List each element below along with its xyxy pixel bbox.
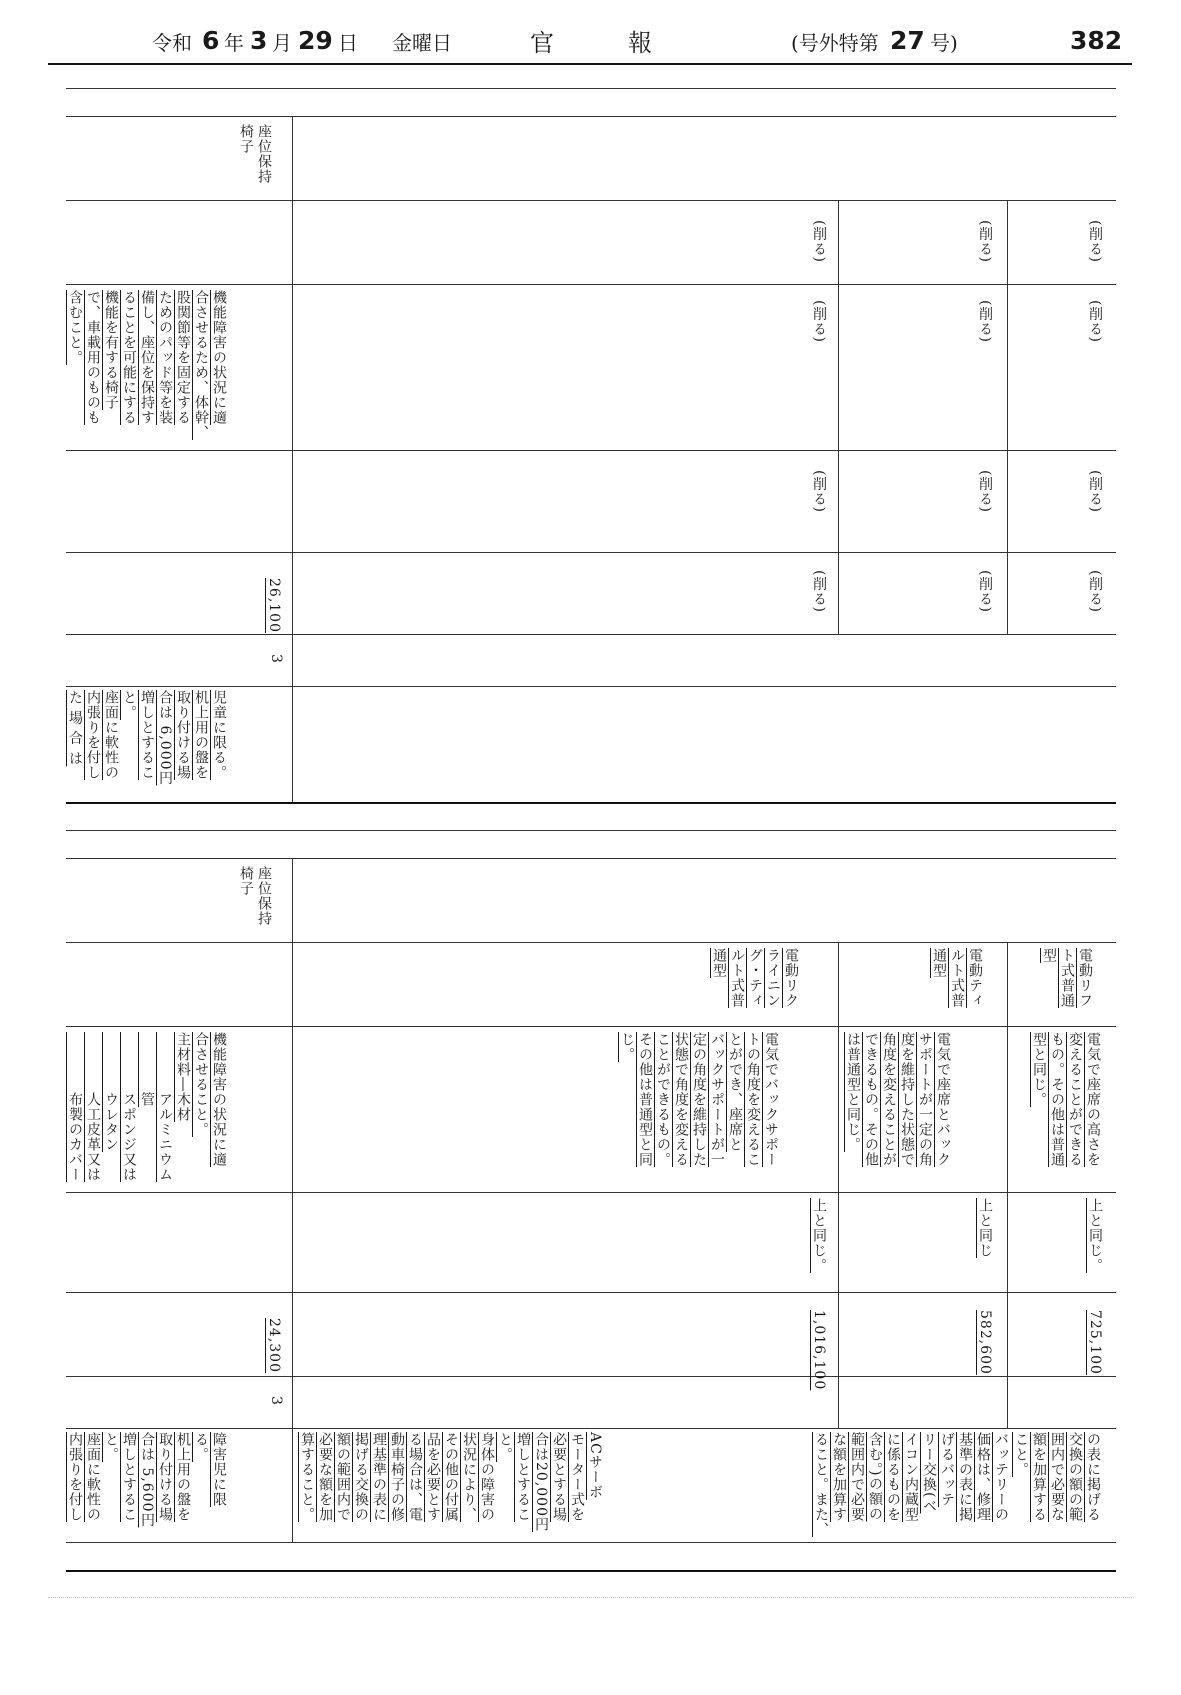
upper-notes: 児童に限る。 机上用の盤を 取り付ける場 合は 6,000円 増しとするこ と。 座面に軟性の 内張りを付し た 場 合 は (67, 690, 227, 786)
deleted-r1-c1: (削る) (1087, 220, 1103, 263)
lower-col-divider-1 (838, 942, 839, 1428)
deleted-r3-c3: (削る) (811, 470, 827, 513)
lower-rule-8 (66, 1428, 1116, 1429)
header-rule (48, 63, 1132, 65)
lower-rule-10 (66, 1570, 1116, 1572)
lower-rule-5 (66, 1192, 1116, 1193)
upper-col-divider-1 (838, 200, 839, 634)
lower-function-text: 機能障害の状況に適 合させること。 主材料―木材 アルミニウム 管 スポンジ又は ウレタン 人工皮革又は 布製のカバー (67, 1032, 227, 1182)
gazette-title-right: 報 (628, 29, 652, 57)
upper-col-divider-2 (1007, 200, 1008, 634)
deleted-r3-c4: (削る) (811, 570, 827, 613)
date-day: 29 (298, 26, 333, 55)
upper-price: 26,100 (266, 578, 282, 633)
lower-row2-desc: 電気で座席とバック サポートが一定の角 度を維持した状態で 角度を変えることが できるもの。その他 は普通型と同じ。 (845, 1032, 951, 1167)
upper-rule-3 (66, 200, 1116, 201)
weekday: 金曜日 (392, 31, 452, 55)
lower-col-divider-2 (1007, 942, 1008, 1428)
lower-notes: 障害児に限 る。 机上用の盤を 取り付ける場 合は 5,600円 増しとするこ と。 座面に軟性の 内張りを付し (67, 1432, 227, 1528)
lower-rule-2 (66, 858, 1116, 859)
lower-rule-4 (66, 1026, 1116, 1027)
deleted-r3-c2: (削る) (811, 300, 827, 343)
lower-row1-desc: 電気で座席の高さを 変えることができる もの。その他は普通 型と同じ。 (1031, 1032, 1101, 1167)
date-month-unit: 月 (272, 31, 292, 55)
lower-row2-price: 582,600 (977, 1310, 993, 1375)
lower-row3-price: 1,016,100 (811, 1310, 827, 1391)
lower-rule-3 (66, 942, 1116, 943)
upper-rule-6 (66, 552, 1116, 553)
lower-row2-notes: バッテリーの 価格は、修理 基準の表に掲 げるバッテ リー交換(ベ イコン内蔵型 に係るものを 含む。)の額の 範囲内で必要 な額を加算す ること。また、 (813, 1432, 1009, 1537)
upper-divider (292, 116, 293, 802)
lower-item-name: 座位保持 椅子 (238, 866, 272, 926)
upper-years: 3 (268, 654, 284, 664)
lower-row1-same: 上と同じ。 (1087, 1198, 1103, 1273)
lower-row3-desc: 電気でバックサポー トの角度を変えるこ とができ、座席と バックサポートが一 定の角度を維持した 状態で角度を変える ことができるもの。 その他は普通型と同 じ。 (619, 1032, 779, 1167)
upper-rule-9 (66, 802, 1116, 804)
issue-number: 27 (890, 26, 925, 55)
lower-rule-9 (66, 1542, 1116, 1543)
lower-rule-1 (66, 830, 1116, 831)
date-year: 6 (202, 26, 220, 55)
lower-row2-name: 電動ティ ルト式普 通型 (931, 948, 983, 1008)
deleted-r1-c4: (削る) (1087, 570, 1103, 613)
lower-price: 24,300 (266, 1318, 282, 1373)
deleted-r3-c1: (削る) (811, 220, 827, 263)
deleted-r1-c3: (削る) (1087, 470, 1103, 513)
issue-suffix: 号) (930, 31, 958, 55)
lower-row1-price: 725,100 (1087, 1310, 1103, 1375)
upper-rule-8 (66, 686, 1116, 687)
upper-item-name: 座位保持 椅子 (238, 124, 272, 184)
lower-row3-notes: ACサーボ モーター式を 必要とする場 合は20,000円 増しとするこ と。 身体の障害の 状況により、 その他の付属 品を必要とす る場合は、電 動車椅子の修 理基準の表に 掲げる交換の 額の範囲内で 必要な額を加 算すること。 (299, 1432, 603, 1532)
lower-row3-name: 電動リク ライニン グ・ティ ルト式普 通型 (711, 948, 799, 1008)
deleted-r2-c4: (削る) (977, 570, 993, 613)
deleted-r2-c2: (削る) (977, 300, 993, 343)
upper-rule-1 (66, 88, 1116, 89)
footer-rule (48, 1597, 1132, 1598)
upper-function-text: 機能障害の状況に適 合させるため、体幹、 股関節等を固定する ためのパッド等を装 備し、座位を保持す ることを可能にする 機能を有する椅子 で、車載用のものも 含むこと。 (67, 290, 227, 440)
page-number: 382 (1070, 26, 1123, 55)
lower-years: 3 (268, 1396, 284, 1406)
date-day-unit: 日 (338, 31, 358, 55)
lower-row1-notes: の表に掲げる 交換の額の範 囲内で必要な 額を加算する こと。 (1013, 1432, 1101, 1522)
date-era: 令和 (152, 31, 192, 55)
upper-rule-7 (66, 634, 1116, 635)
lower-row1-name: 電動リフ ト式普通 型 (1041, 948, 1093, 1008)
lower-row2-same: 上と同じ (977, 1198, 993, 1258)
upper-rule-4 (66, 284, 1116, 285)
deleted-r1-c2: (削る) (1087, 300, 1103, 343)
lower-rule-6 (66, 1292, 1116, 1293)
deleted-r2-c3: (削る) (977, 470, 993, 513)
upper-rule-2 (66, 116, 1116, 117)
gazette-title-left: 官 (530, 29, 554, 57)
deleted-r2-c1: (削る) (977, 220, 993, 263)
lower-rule-7 (66, 1376, 1116, 1377)
issue-prefix: (号外特第 (791, 31, 879, 55)
page-header (48, 28, 1132, 62)
date-month: 3 (250, 26, 268, 55)
lower-divider (292, 858, 293, 1542)
lower-row3-same: 上と同じ。 (811, 1198, 827, 1273)
date-year-unit: 年 (224, 31, 244, 55)
upper-rule-5 (66, 450, 1116, 451)
